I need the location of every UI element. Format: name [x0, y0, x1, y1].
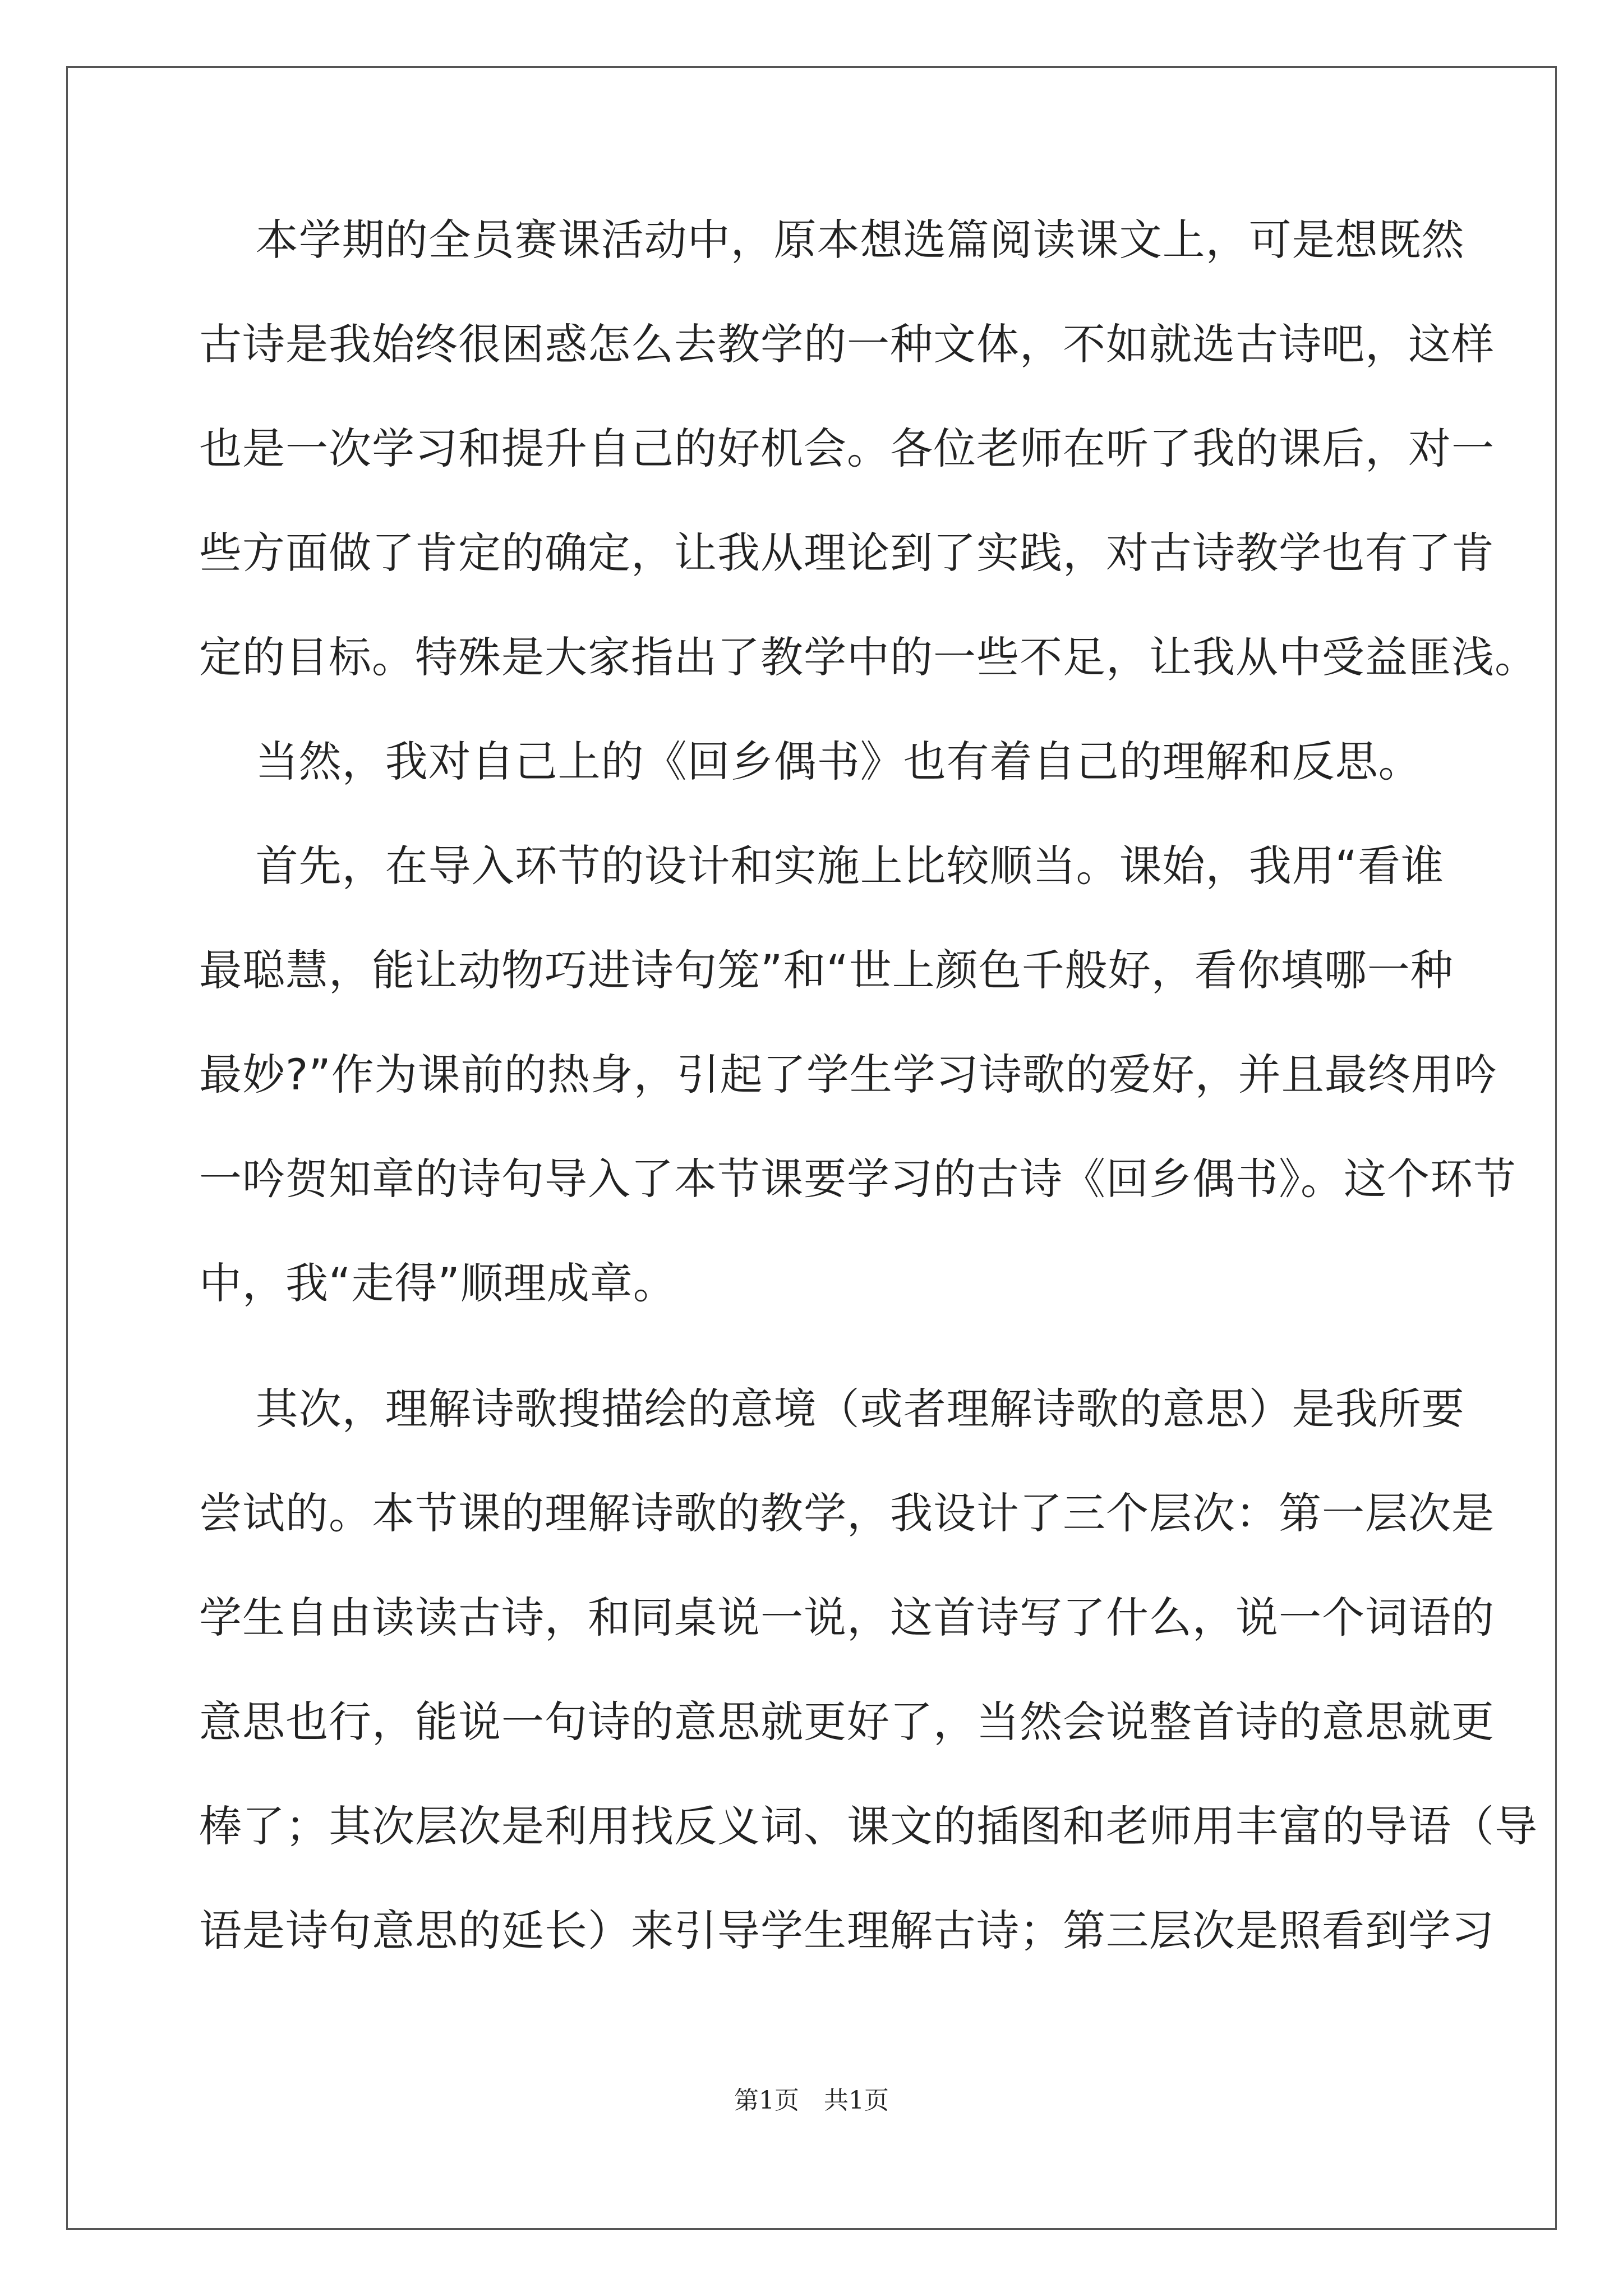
text-line: 其次，理解诗歌搜描绘的意境（或者理解诗歌的意思）是我所要: [199, 1384, 1465, 1434]
text-line: 些方面做了肯定的确定，让我从理论到了实践，对古诗教学也有了肯: [199, 528, 1495, 578]
text-line: 定的目标。特殊是大家指出了教学中的一些不足，让我从中受益匪浅。: [199, 632, 1538, 682]
text-line: 当然，我对自己上的《回乡偶书》也有着自己的理解和反思。: [199, 737, 1422, 786]
text-line: 最妙?”作为课前的热身，引起了学生学习诗歌的爱好，并且最终用吟: [199, 1050, 1497, 1099]
text-line: 学生自由读读古诗，和同桌说一说，这首诗写了什么，说一个词语的: [199, 1593, 1495, 1642]
text-line: 首先，在导入环节的设计和实施上比较顺当。课始，我用“看谁: [199, 841, 1445, 891]
text-line: 古诗是我始终很困惑怎么去教学的一种文体，不如就选古诗吧，这样: [199, 319, 1495, 369]
text-line: 棒了；其次层次是利用找反义词、课文的插图和老师用丰富的导语（导: [199, 1801, 1538, 1851]
text-line: 意思也行，能说一句诗的意思就更好了，当然会说整首诗的意思就更: [199, 1697, 1495, 1747]
document-body: [199, 215, 1538, 2014]
text-line: 中，我“走得”顺理成章。: [199, 1258, 676, 1308]
text-line: 语是诗句意思的延长）来引导学生理解古诗；第三层次是照看到学习: [199, 1906, 1495, 1955]
text-line: 最聪慧，能让动物巧进诗句笼”和“世上颜色千般好，看你填哪一种: [199, 945, 1454, 995]
text-line: 一吟贺知章的诗句导入了本节课要学习的古诗《回乡偶书》。这个环节: [199, 1154, 1516, 1204]
text-line: 尝试的。本节课的理解诗歌的教学，我设计了三个层次：第一层次是: [199, 1488, 1495, 1538]
page-number-label: 第1页 共1页: [734, 2086, 889, 2115]
text-line: 本学期的全员赛课活动中，原本想选篇阅读课文上，可是想既然: [199, 215, 1465, 265]
page-footer: [0, 2080, 1623, 2116]
text-line: 也是一次学习和提升自己的好机会。各位老师在听了我的课后，对一: [199, 424, 1495, 473]
